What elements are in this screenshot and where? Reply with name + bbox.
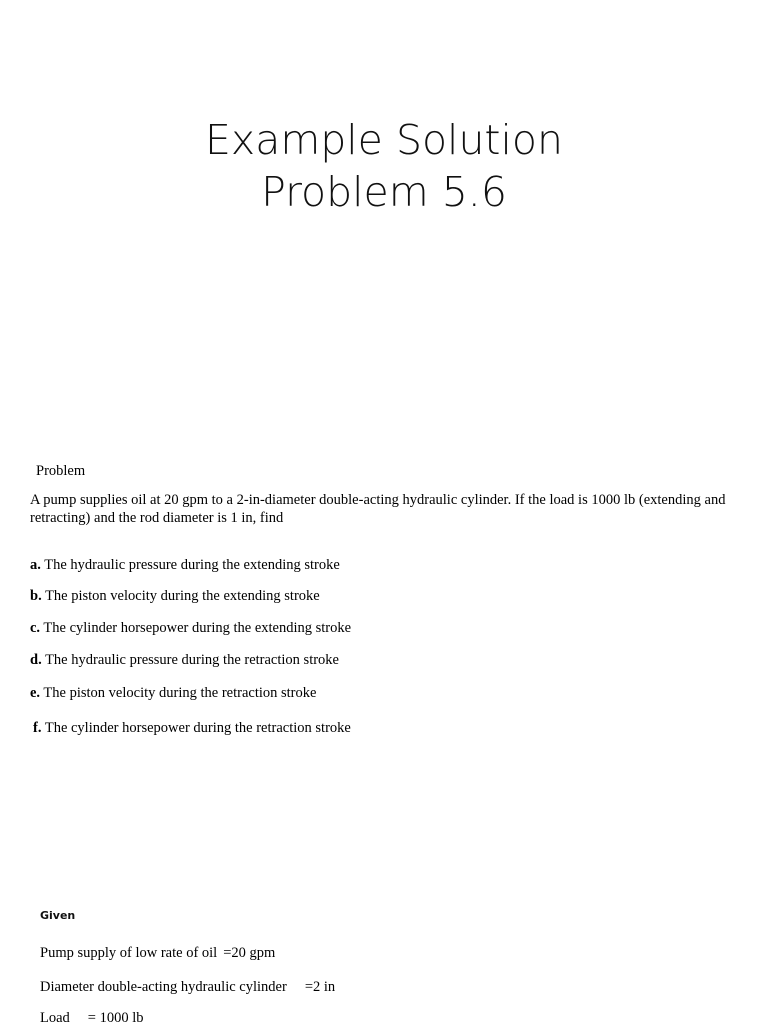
part-a [30,557,340,574]
part-e [30,685,316,702]
title-line-2: Problem 5.6 [261,168,507,216]
problem-label: Problem [36,463,86,479]
part-text: The piston velocity during the retraction stroke [40,685,317,701]
given-label: Load [40,1010,70,1026]
part-letter: d. [30,652,42,668]
part-text: The hydraulic pressure during the retraction stroke [41,652,339,668]
part-c [30,620,351,637]
part-letter: b. [30,588,42,604]
part-f [33,720,351,737]
given-item [40,1010,144,1027]
part-letter: f. [33,720,42,736]
given-heading: Given [40,909,76,922]
part-text: The piston velocity during the extending stroke [41,588,320,604]
part-text: The hydraulic pressure during the extending stroke [40,557,340,573]
given-value: = 1000 lb [87,1010,144,1026]
given-value: =20 gpm [223,945,276,961]
title-line-1: Example Solution [205,116,563,164]
part-d [30,652,339,669]
given-item [40,945,275,962]
given-label: Diameter double-acting hydraulic cylinder [40,979,287,995]
given-label: Pump supply of low rate of oil [40,945,218,961]
given-item [40,979,335,996]
given-value: =2 in [304,979,336,995]
part-b [30,588,320,605]
part-text: The cylinder horsepower during the retraction stroke [41,720,351,736]
part-letter: c. [30,620,41,636]
part-letter: e. [30,685,41,701]
part-letter: a. [30,557,41,573]
part-text: The cylinder horsepower during the extending stroke [40,620,352,636]
problem-statement: A pump supplies oil at 20 gpm to a 2-in-diameter double-acting hydraulic cylinder. If the load is 1000 lb (extending and retracting) and the rod diameter is 1 in, find [30,492,726,526]
